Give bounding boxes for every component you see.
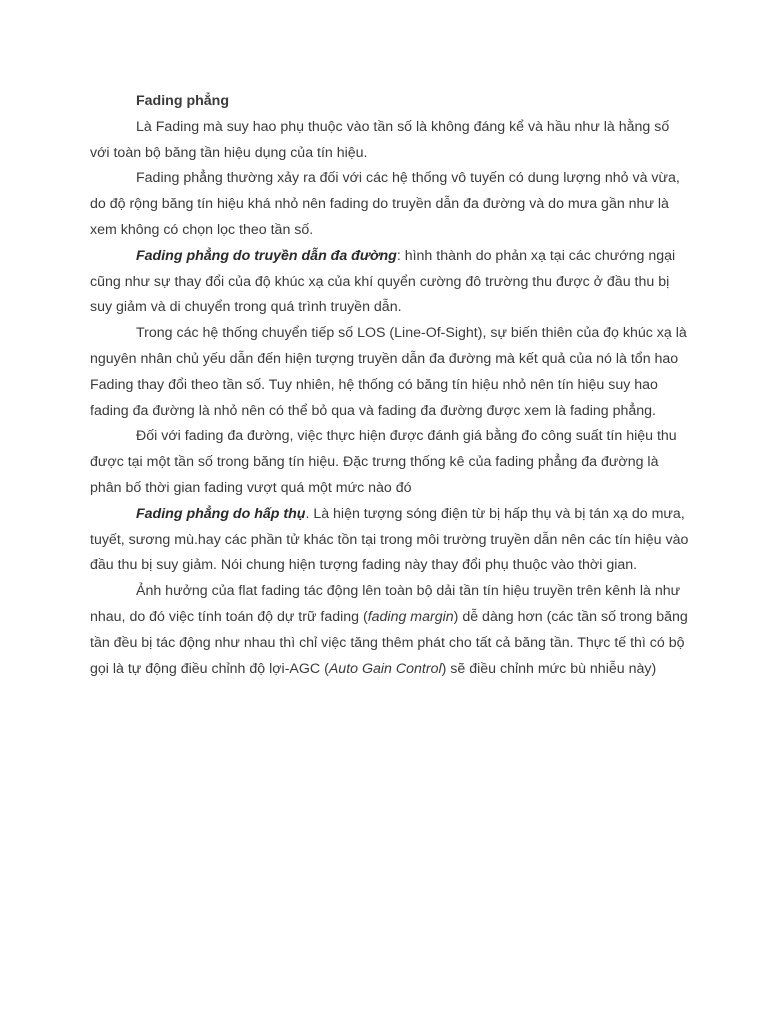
paragraph-flat-fading-effect: [90, 579, 690, 682]
paragraph-multipath: [90, 244, 690, 321]
effect-text-3: ) sẽ điều chỉnh mức bù nhiễu này): [441, 660, 657, 677]
absorption-term: Fading phẳng do hấp thụ: [136, 505, 306, 522]
multipath-term: Fading phẳng do truyền dẫn đa đường: [136, 247, 397, 264]
absorption-description: . Là hiện tượng sóng điện từ bị hấp thụ và bị tán xạ do mưa, tuyết, sương mù.hay các phần tử khác tồn tại trong môi trường truyền dẫn nên các tín hiệu vào đầu thu bị suy giảm. Nói chung hiện tượng fading này thay đổi phụ thuộc vào thời gian.: [90, 505, 689, 574]
paragraph-occurrence: Fading phẳng thường xảy ra đối với các hệ thống vô tuyến có dung lượng nhỏ và vừa, do độ rộng băng tín hiệu khá nhỏ nên fading do truyền dẫn đa đường và do mưa gần như là xem không có chọn lọc theo tần số.: [90, 170, 680, 238]
paragraph-absorption: [90, 502, 690, 579]
fading-margin-term: fading margin: [367, 608, 454, 625]
section-heading: [90, 89, 690, 115]
effect-text-2: ) dễ dàng hơn (các tần số trong băng tần đều bị tác động như nhau thì chỉ việc tăng thêm phát cho tất cả băng tần. Thực tế thì có bộ gọi là tự động điều chỉnh độ lợi-AGC (: [90, 608, 688, 677]
document-body: [90, 89, 690, 682]
paragraph-los: Trong các hệ thống chuyển tiếp số LOS (Line-Of-Sight), sự biến thiên của đọ khúc xạ là nguyên nhân chủ yếu dẫn đến hiện tượng truyền dẫn đa đường mà kết quả của nó là tổn hao Fading thay đổi theo tần số. Tuy nhiên, hệ thống có băng tín hiệu nhỏ nên tín hiệu suy hao fading đa đường là nhỏ nên có thể bỏ qua và fading đa đường được xem là fading phẳng.: [90, 325, 687, 419]
multipath-description: : hình thành do phản xạ tại các chướng ngại cũng như sự thay đổi của độ khúc xạ của khí quyển cường đô trường thu được ở đầu thu bị suy giảm và di chuyển trong quá trình truyền dẫn.: [90, 247, 676, 316]
effect-text-1: Ảnh hưởng của flat fading tác động lên toàn bộ dải tần tín hiệu truyền trên kênh là như nhau, do đó việc tính toán độ dự trữ fading (: [90, 583, 681, 625]
agc-term: Auto Gain Control: [328, 660, 442, 677]
paragraph-definition: Là Fading mà suy hao phụ thuộc vào tần số là không đáng kể và hầu như là hằng số với toàn bộ băng tần hiệu dụng của tín hiệu.: [90, 118, 670, 161]
paragraph-measurement: Đối với fading đa đường, việc thực hiện được đánh giá bằng đo công suất tín hiệu thu được tại một tần số trong băng tín hiệu. Đặc trưng thống kê của fading phẳng đa đường là phân bố thời gian fading vượt quá một mức nào đó: [90, 428, 677, 496]
heading-text: Fading phẳng: [136, 93, 229, 109]
